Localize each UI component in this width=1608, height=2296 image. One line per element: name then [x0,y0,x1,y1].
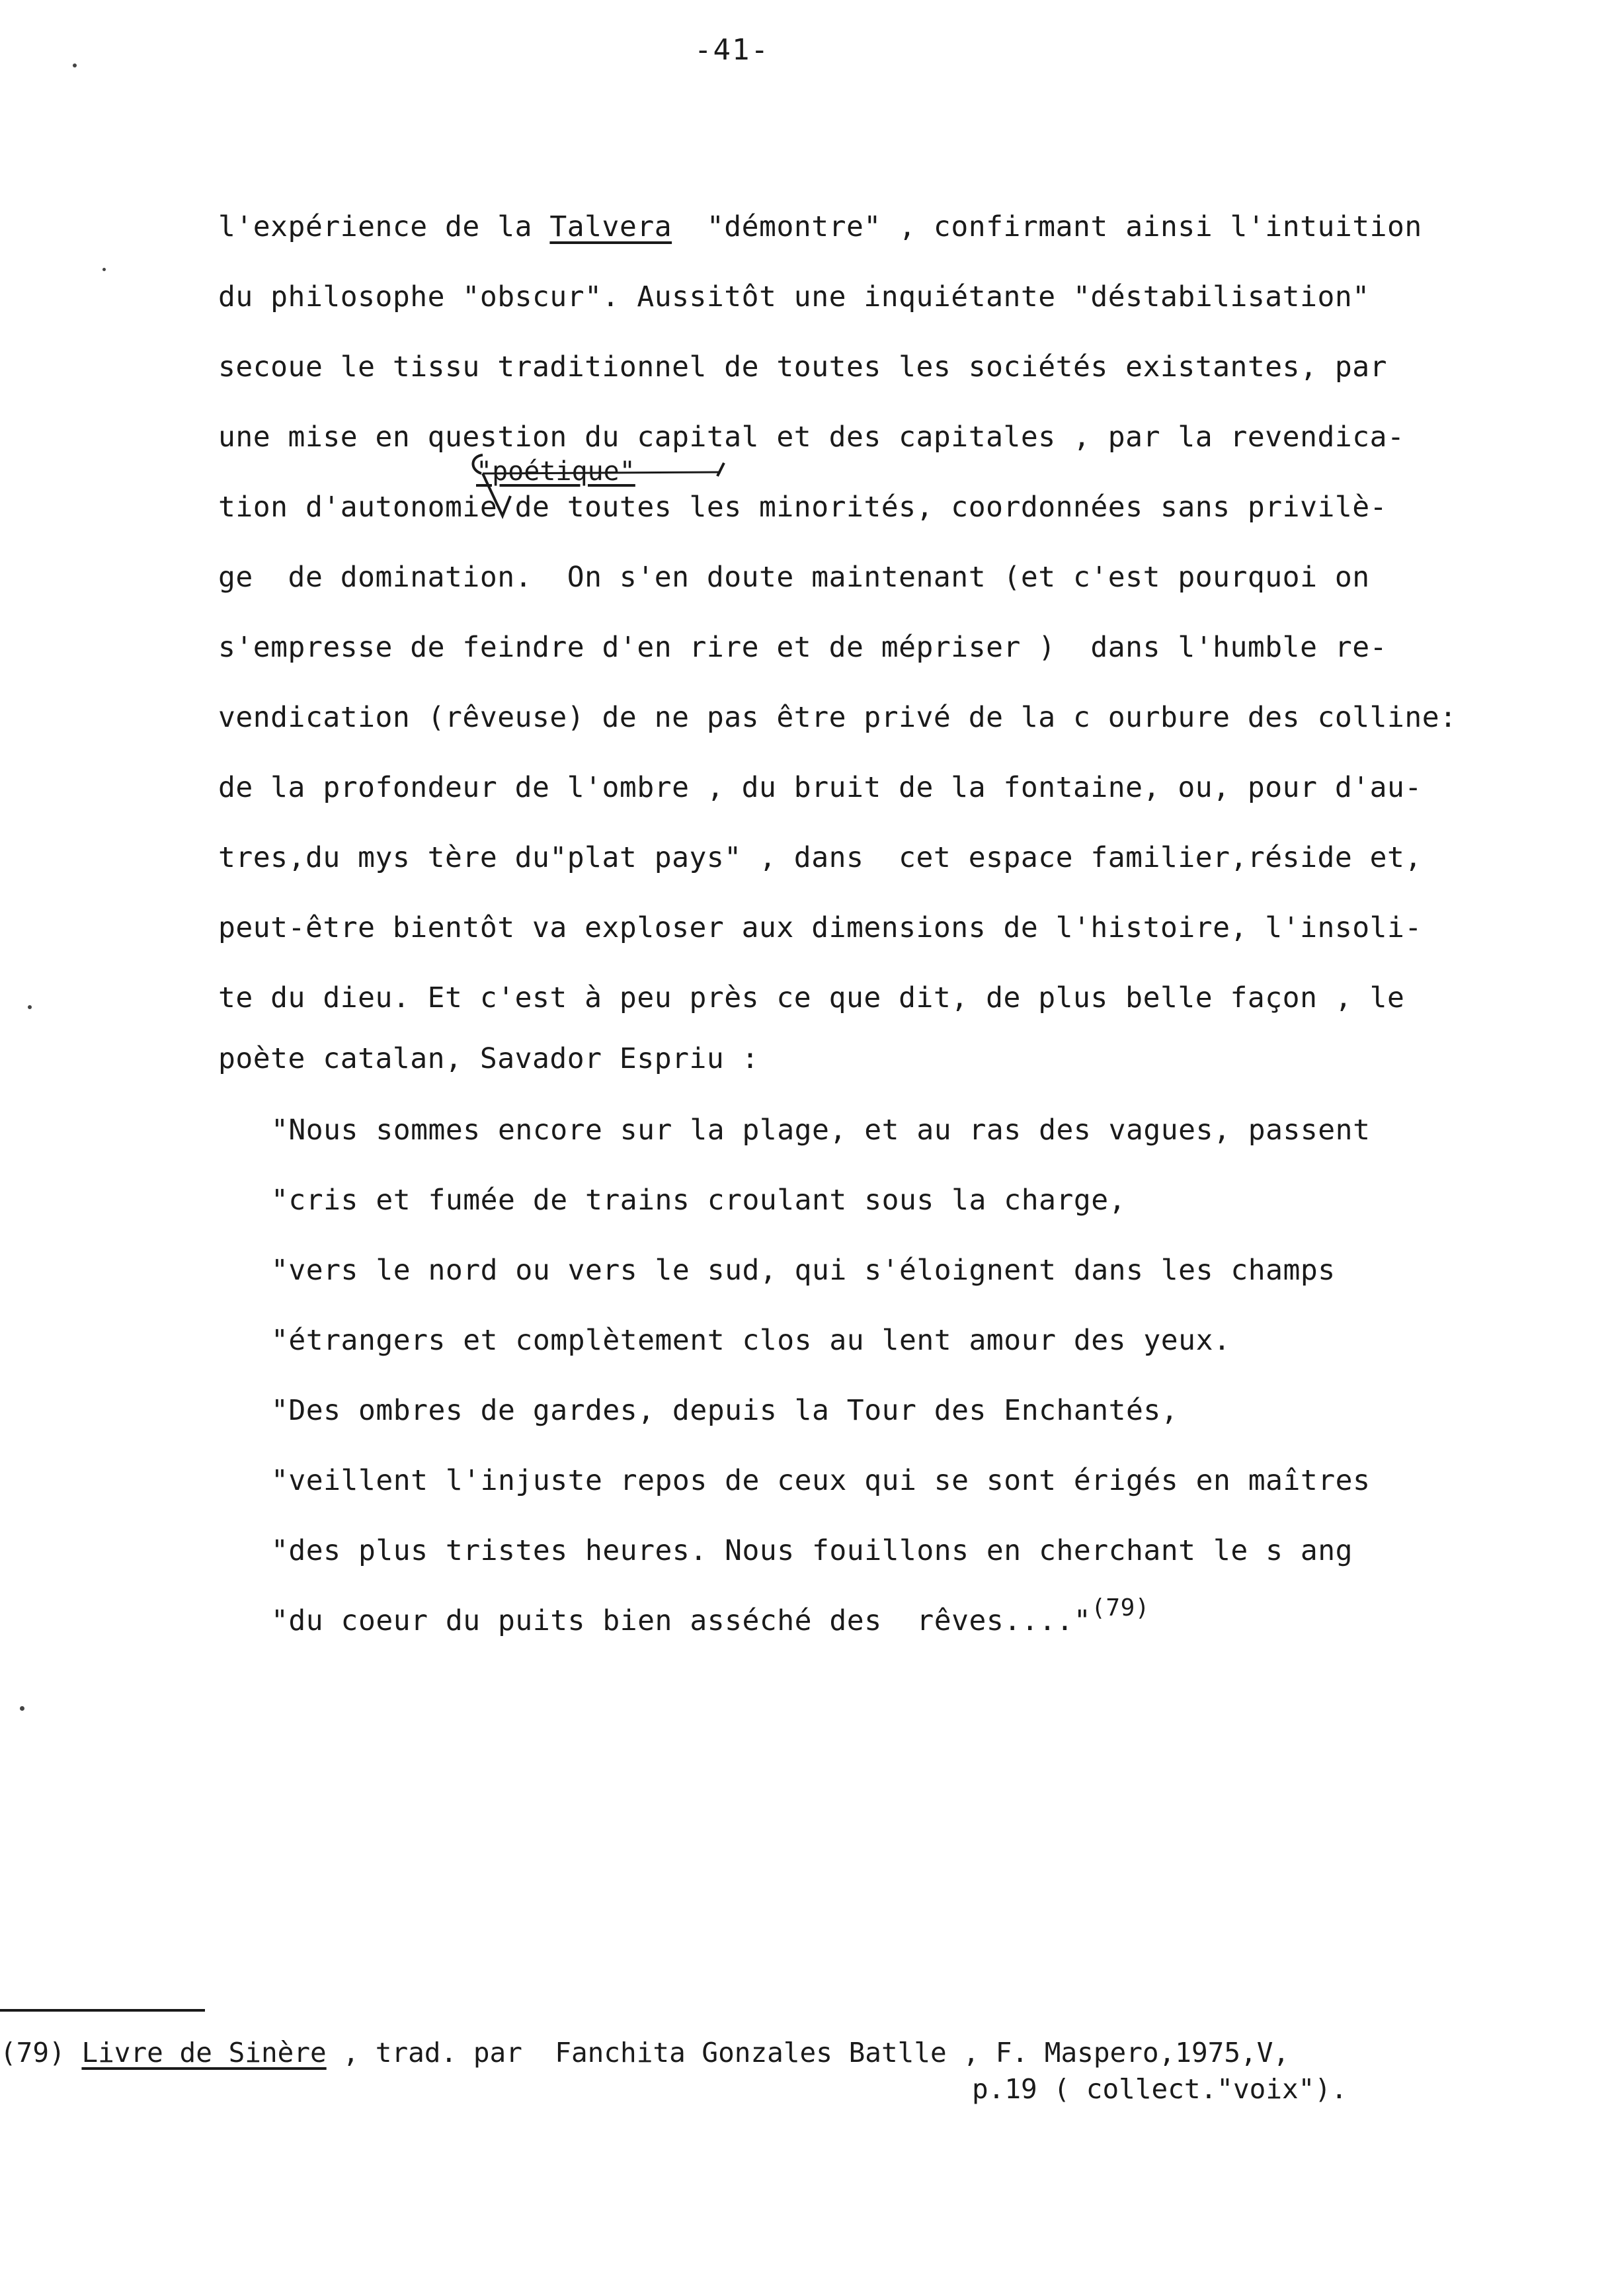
quote-line-3: "vers le nord ou vers le sud, qui s'éloignent dans les champs [271,1254,1336,1287]
footnote-reference: (79) [1091,1594,1150,1621]
handwritten-insertion: "poétique" [476,456,635,487]
page-number: -41- [694,33,770,67]
scan-speck [28,1005,32,1009]
quote-line-7: "des plus tristes heures. Nous fouillons en cherchant le s ang [271,1534,1353,1567]
scan-speck [20,1706,24,1711]
body-line-7: s'empresse de feindre d'en rire et de mépriser ) dans l'humble re- [218,631,1388,664]
footnote-details: , trad. par Fanchita Gonzales Batlle , F. Maspero,1975,V, [326,2037,1290,2069]
footnote-line-2: p.19 ( collect."voix"). [972,2073,1347,2105]
body-line-13: poète catalan, Savador Espriu : [218,1042,760,1075]
body-line-2: du philosophe "obscur". Aussitôt une inquiétante "déstabilisation" [218,280,1370,313]
footnote-marker: (79) [0,2037,65,2069]
quote-line-5: "Des ombres de gardes, depuis la Tour des Enchantés, [271,1394,1179,1427]
body-line-11: peut-être bientôt va exploser aux dimensions de l'histoire, l'insoli- [218,911,1422,944]
quote-line-1: "Nous sommes encore sur la plage, et au ras des vagues, passent [271,1114,1371,1147]
footnote-book-title: Livre de Sinère [81,2037,327,2069]
body-line-1-pre: l'expérience de la [218,210,550,243]
scan-speck [73,63,77,67]
quote-last-text: "du coeur du puits bien asséché des rêves...." [271,1604,1092,1637]
scan-speck [102,268,106,271]
quote-line-2: "cris et fumée de trains croulant sous la charge, [271,1184,1127,1217]
body-line-3: secoue le tissu traditionnel de toutes les sociétés existantes, par [218,350,1388,384]
quote-line-8 [271,1594,1150,1637]
work-title-talvera: Talvera [549,210,672,243]
body-line-8: vendication (rêveuse) de ne pas être privé de la c ourbure des colline: [218,701,1457,734]
body-line-9: de la profondeur de l'ombre , du bruit de la fontaine, ou, pour d'au- [218,771,1422,804]
body-line-6: ge de domination. On s'en doute maintenant (et c'est pourquoi on [218,561,1370,594]
body-line-12: te du dieu. Et c'est à peu près ce que dit, de plus belle façon , le [218,981,1405,1014]
body-line-5: tion d'autonomie de toutes les minorités, coordonnées sans privilè- [218,491,1388,524]
body-line-1 [218,210,1422,243]
quote-line-4: "étrangers et complètement clos au lent amour des yeux. [271,1324,1231,1357]
body-line-1-post: "démontre" , confirmant ainsi l'intuition [672,210,1422,243]
footnote-line-1 [0,2037,1289,2069]
quote-line-6: "veillent l'injuste repos de ceux qui se sont érigés en maîtres [271,1464,1371,1497]
footnote-divider [0,2009,205,2012]
body-line-10: tres,du mys tère du"plat pays" , dans cet espace familier,réside et, [218,841,1422,874]
body-line-4: une mise en question du capital et des capitales , par la revendica- [218,421,1405,454]
